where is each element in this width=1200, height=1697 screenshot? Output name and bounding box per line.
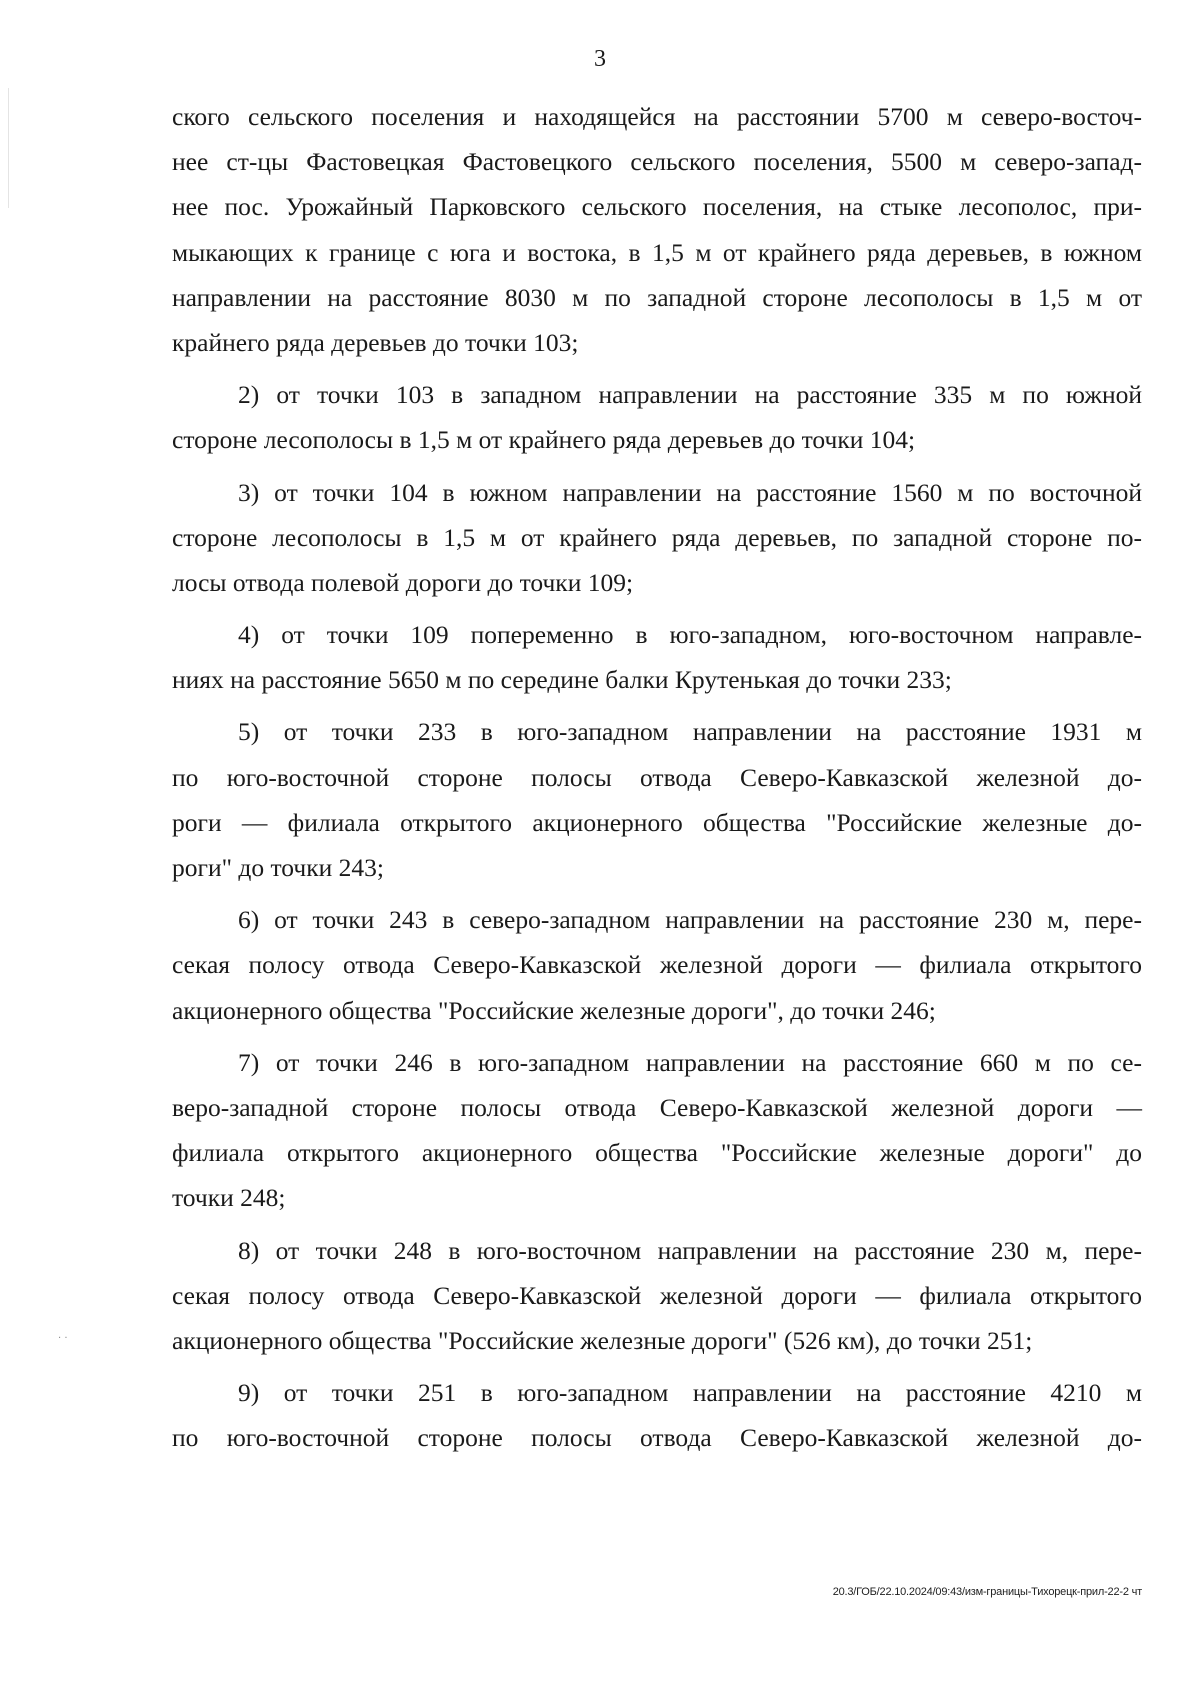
paragraph-p5: [172, 709, 1142, 890]
text-line: акционерного общества "Российские железные дороги" (526 км), до точки 251;: [172, 1325, 1033, 1355]
text-line: ниях на расстояние 5650 м по середине балки Крутенькая до точки 233;: [172, 665, 952, 695]
paragraph-p1: [172, 94, 1142, 365]
text-line: по юго-восточной стороне полосы отвода Северо-Кавказской железной до-: [172, 762, 1142, 792]
paragraph-p7: [172, 1040, 1142, 1221]
text-line: 3) от точки 104 в южном направлении на расстояние 1560 м по восточной: [238, 477, 1142, 507]
text-line: 2) от точки 103 в западном направлении на расстояние 335 м по южной: [238, 380, 1142, 410]
paragraph-gap: [172, 702, 1142, 709]
scan-artifact: · ·: [58, 1333, 68, 1344]
text-line: веро-западной стороне полосы отвода Северо-Кавказской железной дороги —: [172, 1092, 1142, 1122]
text-line: 5) от точки 233 в юго-западном направлении на расстояние 1931 м: [238, 717, 1142, 747]
document-footer-code: 20.3/ГОБ/22.10.2024/09:43/изм-границы-Тихорецк-прил-22-2 чт: [832, 1586, 1142, 1598]
paragraph-p4: [172, 612, 1142, 702]
paragraph-gap: [172, 1221, 1142, 1228]
text-line: направлении на расстояние 8030 м по западной стороне лесополосы в 1,5 м от: [172, 282, 1142, 312]
text-line: стороне лесополосы в 1,5 м от крайнего ряда деревьев, по западной стороне по-: [172, 522, 1142, 552]
text-line: 7) от точки 246 в юго-западном направлении на расстояние 660 м по се-: [238, 1047, 1142, 1077]
text-line: 6) от точки 243 в северо-западном направлении на расстояние 230 м, пере-: [238, 905, 1142, 935]
paragraph-gap: [172, 463, 1142, 470]
text-line: 8) от точки 248 в юго-восточном направлении на расстояние 230 м, пере-: [238, 1235, 1142, 1265]
paragraph-p2: [172, 372, 1142, 462]
text-line: секая полосу отвода Северо-Кавказской железной дороги — филиала открытого: [172, 1280, 1142, 1310]
paragraph-gap: [172, 605, 1142, 612]
text-line: нее ст-цы Фастовецкая Фастовецкого сельского поселения, 5500 м северо-запад-: [172, 147, 1142, 177]
paragraph-gap: [172, 1033, 1142, 1040]
text-line: акционерного общества "Российские железные дороги", до точки 246;: [172, 995, 936, 1025]
paragraph-p6: [172, 897, 1142, 1033]
page-number: 3: [594, 46, 606, 72]
text-line: лосы отвода полевой дороги до точки 109;: [172, 567, 634, 597]
text-line: 9) от точки 251 в юго-западном направлении на расстояние 4210 м: [238, 1378, 1142, 1408]
text-line: роги — филиала открытого акционерного общества "Российские железные до-: [172, 807, 1142, 837]
text-line: мыкающих к границе с юга и востока, в 1,5 м от крайнего ряда деревьев, в южном: [172, 237, 1142, 267]
text-line: роги" до точки 243;: [172, 853, 384, 882]
scan-edge-shadow: [8, 88, 9, 208]
paragraph-p9: [172, 1370, 1142, 1460]
text-line: 4) от точки 109 попеременно в юго-западном, юго-восточном направле-: [238, 620, 1142, 650]
text-line: стороне лесополосы в 1,5 м от крайнего ряда деревьев до точки 104;: [172, 425, 916, 455]
paragraph-p8: [172, 1228, 1142, 1364]
paragraph-gap: [172, 1363, 1142, 1370]
text-line: по юго-восточной стороне полосы отвода Северо-Кавказской железной до-: [172, 1423, 1142, 1453]
paragraph-p3: [172, 470, 1142, 606]
text-line: крайнего ряда деревьев до точки 103;: [172, 327, 579, 357]
text-line: секая полосу отвода Северо-Кавказской железной дороги — филиала открытого: [172, 950, 1142, 980]
paragraph-gap: [172, 365, 1142, 372]
text-line: точки 248;: [172, 1183, 286, 1213]
text-line: филиала открытого акционерного общества "Российские железные дороги" до: [172, 1138, 1142, 1168]
paragraph-gap: [172, 890, 1142, 897]
text-line: ского сельского поселения и находящейся на расстоянии 5700 м северо-восточ-: [172, 102, 1142, 131]
text-line: нее пос. Урожайный Парковского сельского поселения, на стыке лесополос, при-: [172, 192, 1142, 222]
document-body: [172, 94, 1142, 1460]
